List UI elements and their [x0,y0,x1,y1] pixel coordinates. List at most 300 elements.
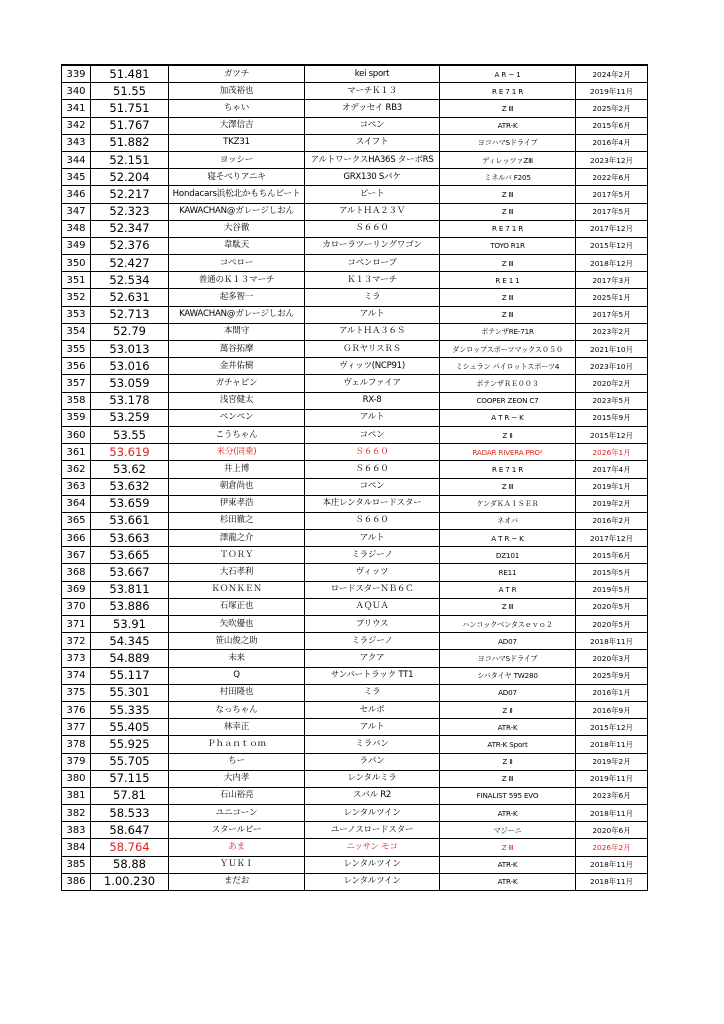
tire-cell: ディレッツァZⅢ [440,151,576,168]
date-cell: 2019年11月 [576,83,648,100]
lap-time-cell: 52.427 [91,255,169,272]
lap-time-cell: 52.347 [91,220,169,237]
lap-time-cell: 55.925 [91,736,169,753]
table-row [62,822,648,839]
driver-name-cell: Hondacars浜松北かもちんピート [169,186,305,203]
lap-time-cell: 53.013 [91,341,169,358]
date-cell: 2020年5月 [576,598,648,615]
date-cell: 2015年12月 [576,237,648,254]
tire-cell: DZ101 [440,547,576,564]
car-model-cell: ミラジーノ [305,547,440,564]
lap-time-cell: 51.882 [91,134,169,151]
table-row [62,341,648,358]
rank-cell: 339 [62,65,91,83]
date-cell: 2020年2月 [576,375,648,392]
rank-cell: 358 [62,392,91,409]
driver-name-cell: 笹山俊之助 [169,633,305,650]
driver-name-cell: 林幸正 [169,719,305,736]
table-row [62,272,648,289]
table-row [62,667,648,684]
date-cell: 2016年4月 [576,134,648,151]
driver-name-cell: ペンペン [169,409,305,426]
rank-cell: 382 [62,805,91,822]
tire-cell: ハンコックベンタスｅｖｏ２ [440,616,576,633]
date-cell: 2016年2月 [576,512,648,529]
date-cell: 2020年3月 [576,650,648,667]
table-row [62,461,648,478]
table-row [62,839,648,856]
date-cell: 2023年12月 [576,151,648,168]
lap-time-cell: 53.059 [91,375,169,392]
lap-time-cell: 57.81 [91,787,169,804]
rank-cell: 350 [62,255,91,272]
car-model-cell: ビート [305,186,440,203]
driver-name-cell: Ｐｈａｎｔｏｍ [169,736,305,753]
date-cell: 2025年1月 [576,289,648,306]
lap-time-cell: 54.345 [91,633,169,650]
rank-cell: 386 [62,873,91,890]
lap-time-cell: 52.534 [91,272,169,289]
rank-cell: 354 [62,323,91,340]
tire-cell: RADAR RIVERA PRO² [440,444,576,461]
rank-cell: 373 [62,650,91,667]
date-cell: 2020年5月 [576,616,648,633]
car-model-cell: アルト [305,409,440,426]
driver-name-cell: 杉田徹之 [169,512,305,529]
driver-name-cell: 石山裕亮 [169,787,305,804]
rank-cell: 366 [62,530,91,547]
car-model-cell: RX-8 [305,392,440,409]
table-row [62,409,648,426]
driver-name-cell: コペロー [169,255,305,272]
table-row [62,547,648,564]
car-model-cell: レンタルツイン [305,873,440,890]
driver-name-cell: 普通のＫ１３マーチ [169,272,305,289]
date-cell: 2026年1月 [576,444,648,461]
driver-name-cell: 本間守 [169,323,305,340]
driver-name-cell: TKZ31 [169,134,305,151]
car-model-cell: Ｓ６６０ [305,220,440,237]
car-model-cell: アルト [305,530,440,547]
date-cell: 2015年6月 [576,117,648,134]
table-row [62,169,648,186]
rank-cell: 370 [62,598,91,615]
driver-name-cell: KAWACHAN@ガレージしおん [169,306,305,323]
rank-cell: 383 [62,822,91,839]
tire-cell: Z Ⅲ [440,186,576,203]
table-row [62,100,648,117]
date-cell: 2015年12月 [576,719,648,736]
car-model-cell: ラパン [305,753,440,770]
lap-time-cell: 52.217 [91,186,169,203]
tire-cell: ミシュラン パイロットスポーツ4 [440,358,576,375]
car-model-cell: アルト [305,719,440,736]
driver-name-cell: 井上博 [169,461,305,478]
rank-cell: 377 [62,719,91,736]
lap-time-cell: 53.62 [91,461,169,478]
lap-time-cell: 53.632 [91,478,169,495]
rank-cell: 378 [62,736,91,753]
car-model-cell: アルトＨＡ２３Ｖ [305,203,440,220]
rank-cell: 369 [62,581,91,598]
car-model-cell: ミラジーノ [305,633,440,650]
car-model-cell: ミラ [305,684,440,701]
driver-name-cell: KAWACHAN@ガレージしおん [169,203,305,220]
rank-cell: 342 [62,117,91,134]
tire-cell: Z Ⅲ [440,100,576,117]
rank-cell: 349 [62,237,91,254]
date-cell: 2019年1月 [576,478,648,495]
driver-name-cell: ちー [169,753,305,770]
car-model-cell: レンタルミラ [305,770,440,787]
driver-name-cell: ユニコーン [169,805,305,822]
date-cell: 2019年11月 [576,770,648,787]
driver-name-cell: 金井佑樹 [169,358,305,375]
table-row [62,873,648,890]
driver-name-cell: ヨッシー [169,151,305,168]
car-model-cell: GRX130 Sパケ [305,169,440,186]
driver-name-cell: ガチャピン [169,375,305,392]
table-row [62,255,648,272]
tire-cell: Z Ⅲ [440,598,576,615]
date-cell: 2024年2月 [576,65,648,83]
date-cell: 2017年5月 [576,186,648,203]
rank-cell: 363 [62,478,91,495]
tire-cell: ATR-K [440,719,576,736]
date-cell: 2018年11月 [576,736,648,753]
driver-name-cell: 朝倉尚也 [169,478,305,495]
table-row [62,289,648,306]
driver-name-cell: Q [169,667,305,684]
car-model-cell: Ｋ１３マーチ [305,272,440,289]
rank-cell: 385 [62,856,91,873]
date-cell: 2019年2月 [576,495,648,512]
car-model-cell: Ｓ６６０ [305,512,440,529]
tire-cell: Z Ⅲ [440,289,576,306]
table-row [62,203,648,220]
table-row [62,753,648,770]
rank-cell: 357 [62,375,91,392]
table-row [62,701,648,718]
driver-name-cell: 矢吹優也 [169,616,305,633]
table-row [62,117,648,134]
rank-cell: 361 [62,444,91,461]
table-row [62,787,648,804]
driver-name-cell: 米分(同乗) [169,444,305,461]
rank-cell: 367 [62,547,91,564]
rank-cell: 374 [62,667,91,684]
rank-cell: 362 [62,461,91,478]
lap-time-cell: 52.376 [91,237,169,254]
driver-name-cell: 澤龍之介 [169,530,305,547]
rank-cell: 347 [62,203,91,220]
table-row [62,564,648,581]
rank-cell: 353 [62,306,91,323]
date-cell: 2018年12月 [576,255,648,272]
table-row [62,805,648,822]
driver-name-cell: なっちゃん [169,701,305,718]
car-model-cell: コペン [305,426,440,443]
lap-time-cell: 54.889 [91,650,169,667]
lap-time-cell: 55.301 [91,684,169,701]
date-cell: 2017年5月 [576,306,648,323]
lap-time-cell: 52.204 [91,169,169,186]
lap-time-cell: 53.886 [91,598,169,615]
date-cell: 2015年9月 [576,409,648,426]
tire-cell: Z Ⅱ [440,753,576,770]
lap-time-cell: 53.55 [91,426,169,443]
tire-cell: RE11 [440,564,576,581]
lap-time-cell: 55.405 [91,719,169,736]
table-row [62,151,648,168]
date-cell: 2016年9月 [576,701,648,718]
driver-name-cell: 加茂裕也 [169,83,305,100]
table-row [62,237,648,254]
driver-name-cell: 浅宮健太 [169,392,305,409]
date-cell: 2017年4月 [576,461,648,478]
car-model-cell: カローラツーリングワゴン [305,237,440,254]
tire-cell: Z Ⅱ [440,701,576,718]
tire-cell: R E 7 1 R [440,220,576,237]
car-model-cell: アルト [305,306,440,323]
rank-cell: 380 [62,770,91,787]
tire-cell: R E 7 1 R [440,83,576,100]
car-model-cell: ヴィッツ [305,564,440,581]
tire-cell: Z Ⅲ [440,839,576,856]
lap-time-cell: 51.751 [91,100,169,117]
tire-cell: Z Ⅲ [440,306,576,323]
date-cell: 2018年11月 [576,873,648,890]
lap-time-cell: 53.016 [91,358,169,375]
table-row [62,512,648,529]
lap-time-cell: 53.811 [91,581,169,598]
car-model-cell: kei sport [305,65,440,83]
lap-time-cell: 55.705 [91,753,169,770]
driver-name-cell: ＴＯＲＹ [169,547,305,564]
date-cell: 2018年11月 [576,856,648,873]
date-cell: 2023年2月 [576,323,648,340]
ranking-table-body [62,65,648,891]
tire-cell: ポテンザRE-71R [440,323,576,340]
rank-cell: 360 [62,426,91,443]
lap-time-cell: 55.335 [91,701,169,718]
tire-cell: AD07 [440,684,576,701]
table-row [62,444,648,461]
rank-cell: 352 [62,289,91,306]
car-model-cell: Ｓ６６０ [305,444,440,461]
table-row [62,306,648,323]
rank-cell: 384 [62,839,91,856]
table-row [62,719,648,736]
car-model-cell: アルトＨＡ３６Ｓ [305,323,440,340]
date-cell: 2019年2月 [576,753,648,770]
tire-cell: COOPER ZEON C7 [440,392,576,409]
tire-cell: ATR-K [440,117,576,134]
car-model-cell: ユーノスロードスター [305,822,440,839]
rank-cell: 351 [62,272,91,289]
date-cell: 2023年10月 [576,358,648,375]
lap-time-cell: 55.117 [91,667,169,684]
driver-name-cell: 萬谷拓摩 [169,341,305,358]
tire-cell: R E 7 1 R [440,461,576,478]
tire-cell: ケンダＫＡＩＳＥＲ [440,495,576,512]
tire-cell: A T R − K [440,530,576,547]
tire-cell: ATR-K [440,805,576,822]
date-cell: 2023年5月 [576,392,648,409]
lap-time-cell: 53.259 [91,409,169,426]
rank-cell: 359 [62,409,91,426]
table-row [62,581,648,598]
car-model-cell: コペン [305,478,440,495]
tire-cell: ポテンザＲＥ００３ [440,375,576,392]
car-model-cell: スバル R2 [305,787,440,804]
car-model-cell: ＡＱＵＡ [305,598,440,615]
driver-name-cell: 大澤信吉 [169,117,305,134]
table-row [62,392,648,409]
lap-time-cell: 52.151 [91,151,169,168]
tire-cell: シバタイヤ TW280 [440,667,576,684]
date-cell: 2016年1月 [576,684,648,701]
rank-cell: 355 [62,341,91,358]
tire-cell: マジーニ [440,822,576,839]
car-model-cell: Ｓ６６０ [305,461,440,478]
car-model-cell: レンタルツイン [305,856,440,873]
table-row [62,598,648,615]
lap-time-cell: 53.667 [91,564,169,581]
car-model-cell: ロードスターＮＢ６Ｃ [305,581,440,598]
tire-cell: ミネルバ F205 [440,169,576,186]
driver-name-cell: ＫＯＮＫＥＮ [169,581,305,598]
driver-name-cell: 石塚正也 [169,598,305,615]
tire-cell: Z Ⅱ [440,426,576,443]
car-model-cell: オデッセイ RB3 [305,100,440,117]
driver-name-cell: 大内孝 [169,770,305,787]
table-row [62,530,648,547]
tire-cell: AD07 [440,633,576,650]
date-cell: 2026年2月 [576,839,648,856]
table-row [62,220,648,237]
table-row [62,426,648,443]
rank-cell: 368 [62,564,91,581]
tire-cell: R E 1 1 [440,272,576,289]
date-cell: 2020年6月 [576,822,648,839]
car-model-cell: 本庄レンタルロードスター [305,495,440,512]
driver-name-cell: ちゃい [169,100,305,117]
lap-time-cell: 53.178 [91,392,169,409]
car-model-cell: ミラ [305,289,440,306]
driver-name-cell: 起多智一 [169,289,305,306]
driver-name-cell: 寝そべりアニキ [169,169,305,186]
table-row [62,186,648,203]
driver-name-cell: ＹＵＫＩ [169,856,305,873]
lap-time-cell: 52.713 [91,306,169,323]
table-row [62,83,648,100]
rank-cell: 344 [62,151,91,168]
tire-cell: Z Ⅲ [440,770,576,787]
date-cell: 2018年11月 [576,633,648,650]
tire-cell: Z Ⅲ [440,478,576,495]
rank-cell: 343 [62,134,91,151]
table-row [62,65,648,83]
tire-cell: ATR-K [440,873,576,890]
table-row [62,134,648,151]
driver-name-cell: 未来 [169,650,305,667]
car-model-cell: ＧＲヤリスＲＳ [305,341,440,358]
car-model-cell: ミラバン [305,736,440,753]
lap-time-cell: 51.481 [91,65,169,83]
table-row [62,770,648,787]
lap-time-cell: 53.659 [91,495,169,512]
car-model-cell: マーチＫ１３ [305,83,440,100]
table-row [62,495,648,512]
rank-cell: 365 [62,512,91,529]
driver-name-cell: 伊東孝浩 [169,495,305,512]
date-cell: 2022年6月 [576,169,648,186]
date-cell: 2015年12月 [576,426,648,443]
car-model-cell: セルボ [305,701,440,718]
tire-cell: Z Ⅲ [440,255,576,272]
ranking-table [61,64,648,891]
tire-cell: ネオバ [440,512,576,529]
driver-name-cell: 村田隆也 [169,684,305,701]
tire-cell: TOYO R1R [440,237,576,254]
driver-name-cell: 大石孝利 [169,564,305,581]
table-row [62,736,648,753]
rank-cell: 364 [62,495,91,512]
date-cell: 2017年12月 [576,530,648,547]
lap-time-cell: 53.619 [91,444,169,461]
lap-time-cell: 57.115 [91,770,169,787]
lap-time-cell: 51.55 [91,83,169,100]
car-model-cell: レンタルツイン [305,805,440,822]
rank-cell: 356 [62,358,91,375]
car-model-cell: スイフト [305,134,440,151]
lap-time-cell: 52.631 [91,289,169,306]
lap-time-cell: 58.88 [91,856,169,873]
date-cell: 2015年6月 [576,547,648,564]
rank-cell: 346 [62,186,91,203]
driver-name-cell: 大谷徹 [169,220,305,237]
lap-time-cell: 1.00.230 [91,873,169,890]
tire-cell: ダンロップスポーツマックス０５０ [440,341,576,358]
lap-time-cell: 58.764 [91,839,169,856]
lap-time-cell: 58.647 [91,822,169,839]
tire-cell: ATR-K [440,856,576,873]
date-cell: 2017年12月 [576,220,648,237]
rank-cell: 379 [62,753,91,770]
tire-cell: A R − 1 [440,65,576,83]
tire-cell: ヨコハマSドライブ [440,650,576,667]
date-cell: 2021年10月 [576,341,648,358]
car-model-cell: プリウス [305,616,440,633]
tire-cell: A T R − K [440,409,576,426]
lap-time-cell: 53.91 [91,616,169,633]
table-row [62,616,648,633]
date-cell: 2023年6月 [576,787,648,804]
date-cell: 2017年3月 [576,272,648,289]
rank-cell: 371 [62,616,91,633]
tire-cell: A T R [440,581,576,598]
car-model-cell: サンバートラック TT1 [305,667,440,684]
driver-name-cell: ガツチ [169,65,305,83]
car-model-cell: アルトワークスHA36S ターボRS [305,151,440,168]
lap-time-cell: 53.663 [91,530,169,547]
car-model-cell: ニッサン モコ [305,839,440,856]
table-row [62,358,648,375]
rank-cell: 372 [62,633,91,650]
tire-cell: ATR-K Sport [440,736,576,753]
date-cell: 2018年11月 [576,805,648,822]
